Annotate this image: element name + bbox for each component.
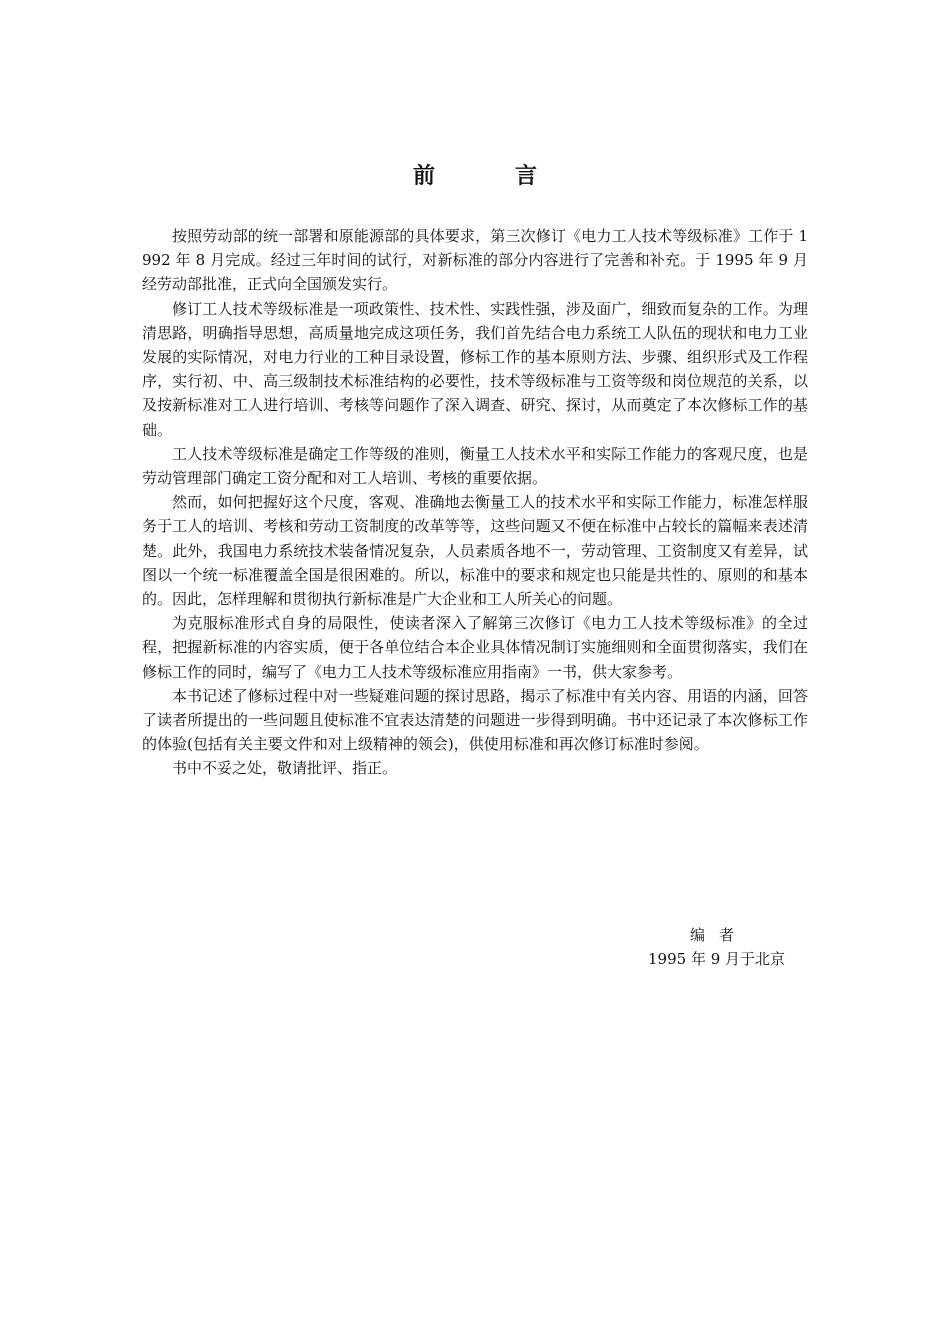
paragraph-7: 书中不妥之处，敬请批评、指正。: [172, 759, 398, 778]
paragraph-2: 修订工人技术等级标准是一项政策性、技术性、实践性强，涉及面广，细致而复杂的工作。为理清思路，明确指导思想，高质量地完成这项任务，我们首先结合电力系统工人队伍的现状和电力工业发展的实际情况，对电力行业的工种目录设置，修标工作的基本原则方法、步骤、组织形式及工作程序，实行初、中、高三级制技术标准结构的必要性，技术等级标准与工资等级和岗位规范的关系，以及按新标准对工人进行培训、考核等问题作了深入调查、研究、探讨，从而奠定了本次修标工作的基础。: [142, 299, 808, 439]
paragraph-3: 工人技术等级标准是确定工作等级的准则，衡量工人技术水平和实际工作能力的客观尺度，也是劳动管理部门确定工资分配和对工人培训、考核的重要依据。: [142, 444, 808, 488]
paragraph-1: 按照劳动部的统一部署和原能源部的具体要求，第三次修订《电力工人技术等级标准》工作于 1992 年 8 月完成。经过三年时间的试行，对新标准的部分内容进行了完善和补充。于 1995 年 9 月经劳动部批准，正式向全国颁发实行。: [142, 227, 808, 294]
signature-date: 1995 年 9 月于北京: [648, 950, 786, 969]
paragraph-5: 为克服标准形式自身的局限性，使读者深入了解第三次修订《电力工人技术等级标准》的全过程，把握新标准的内容实质，便于各单位结合本企业具体情况制订实施细则和全面贯彻落实，我们在修标工作的同时，编写了《电力工人技术等级标准应用指南》一书，供大家参考。: [142, 614, 808, 681]
paragraph-4: 然而，如何把握好这个尺度，客观、准确地去衡量工人的技术水平和实际工作能力，标准怎样服务于工人的培训、考核和劳动工资制度的改革等等，这些问题又不便在标准中占较长的篇幅来表述清楚。此外，我国电力系统技术装备情况复杂，人员素质各地不一，劳动管理、工资制度又有差异，试图以一个统一标准覆盖全国是很困难的。所以，标准中的要求和规定也只能是共性的、原则的和基本的。因此，怎样理解和贯彻执行新标准是广大企业和工人所关心的问题。: [142, 493, 808, 609]
page-title: [0, 160, 950, 192]
signature-author: 编者: [690, 926, 749, 944]
title-char-1: 前: [412, 163, 435, 189]
signature-block: [560, 923, 800, 972]
paragraph-6: 本书记述了修标过程中对一些疑难问题的探讨思路，揭示了标准中有关内容、用语的内涵，回答了读者所提出的一些问题且使标准不宜表达清楚的问题进一步得到明确。书中还记录了本次修标工作的体验(包括有关主要文件和对上级精神的领会)，供使用标准和再次修订标准时参阅。: [142, 686, 808, 754]
preface-body: [142, 224, 808, 781]
title-char-2: 言: [515, 163, 538, 189]
